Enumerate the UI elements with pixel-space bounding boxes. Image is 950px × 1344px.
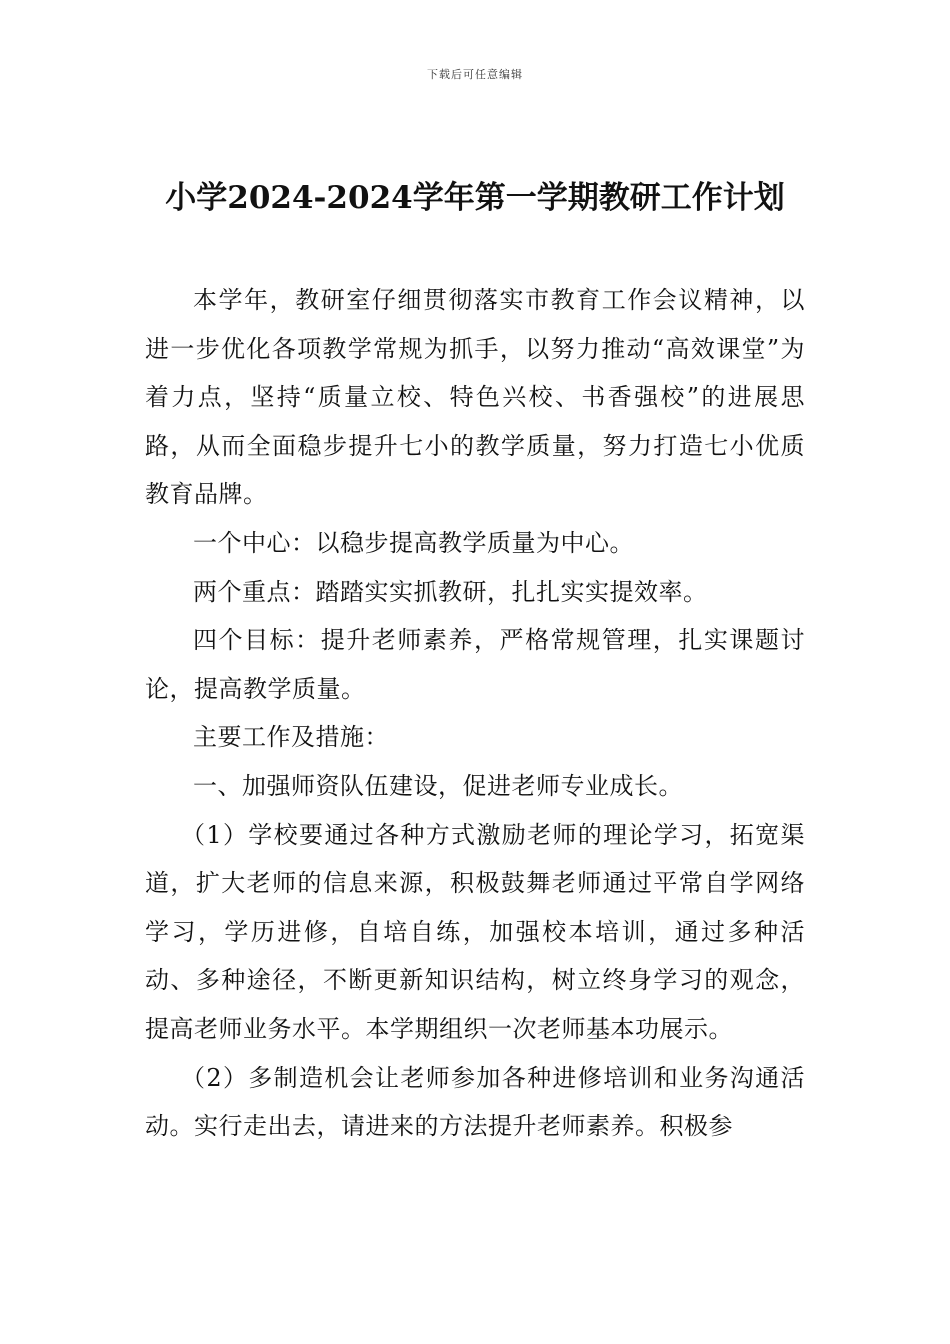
paragraph-intro: 本学年，教研室仔细贯彻落实市教育工作会议精神，以进一步优化各项教学常规为抓手，以努力推动“高效课堂”为着力点，坚持“质量立校、特色兴校、书香强校”的进展思路，从而全面稳步提升七小的教学质量，努力打造七小优质教育品牌。 [145,286,805,509]
paragraph-four-goals: 四个目标：提升老师素养，严格常规管理，扎实课题讨论，提高教学质量。 [145,626,805,703]
paragraph-one-center: 一个中心：以稳步提高教学质量为中心。 [193,528,634,557]
list-item-2: （2）多制造机会让老师参加各种进修培训和业务沟通活动。实行走出去，请进来的方法提升老师素养。积极参 [145,1063,805,1141]
paragraph-main-work-heading: 主要工作及措施： [193,723,389,752]
document-title: 小学2024-2024学年第一学期教研工作计划 [165,180,785,216]
section-heading-1: 一、加强师资队伍建设，促进老师专业成长。 [193,771,683,800]
header-note: 下载后可任意编辑 [427,68,523,81]
paragraph-two-focus: 两个重点：踏踏实实抓教研，扎扎实实提效率。 [193,577,708,606]
list-item-1: （1）学校要通过各种方式激励老师的理论学习，拓宽渠道，扩大老师的信息来源，积极鼓舞老师通过平常自学网络学习，学历进修，自培自练，加强校本培训，通过多种活动、多种途径，不断更新知识结构，树立终身学习的观念，提高老师业务水平。本学期组织一次老师基本功展示。 [145,820,805,1043]
document-body [145,276,805,1151]
